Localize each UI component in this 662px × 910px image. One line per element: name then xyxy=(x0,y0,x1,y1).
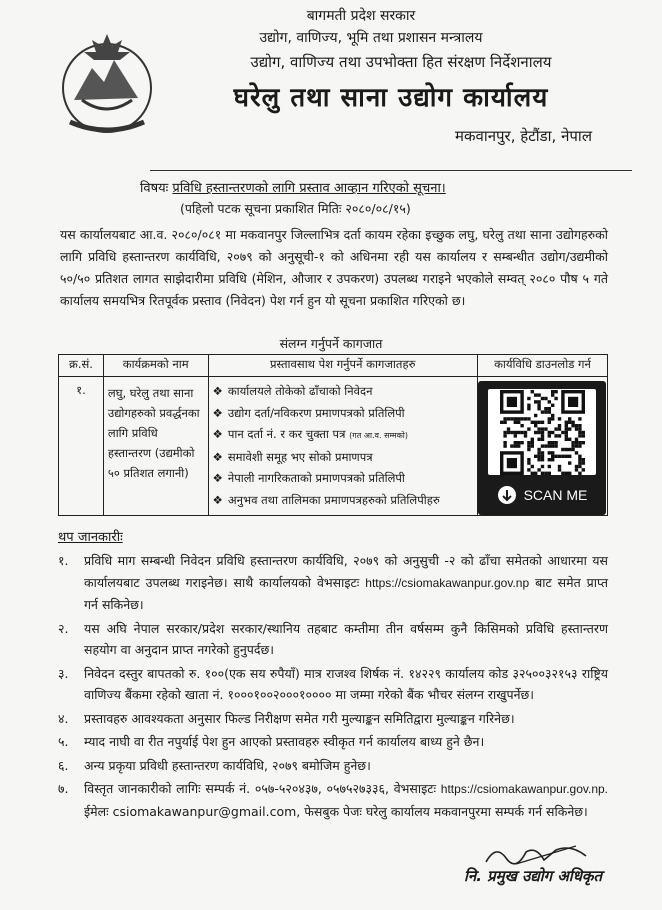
ministry-name: उद्योग, वाणिज्य, भूमि तथा प्रशासन मन्त्रालय xyxy=(259,30,483,46)
document-item: ❖ कार्यालयले तोकेको ढाँचाको निवेदन xyxy=(212,384,373,398)
table-header-row xyxy=(59,355,608,377)
signature-icon xyxy=(476,842,596,868)
serial-cell: १. xyxy=(59,377,104,516)
scan-me-label: SCAN ME xyxy=(478,483,606,507)
diamond-bullet-icon: ❖ xyxy=(212,405,223,420)
col-download: कार्यविधि डाउनलोड गर्न xyxy=(477,355,607,377)
document-item: ❖ पान दर्ता नं. र कर चुक्ता पत्र (गत आ.व. सम्मको) xyxy=(212,427,408,441)
program-cell: लघु, घरेलु तथा साना उद्योगहरुको प्रवर्द्धनका लागि प्रविधि हस्तान्तरण (उद्यमीको ५० प्रतिशत लगानी) xyxy=(103,377,208,516)
document-item: ❖ नेपाली नागरिकताको प्रमाणपत्रको प्रतिलिपी xyxy=(212,471,405,485)
list-item: १. प्रविधि माग सम्बन्धी निवेदन प्रविधि हस्तान्तरण कार्यविधि, २०७९ को अनुसुची -२ को ढाँचा समेतको आधारमा यस कार्यालयबाट उपलब्ध गराइनेछ। साथै कार्यालयको वेभसाइटः https://csiomakawanpur.gov.np बाट समेत प्राप्त गर्न सकिनेछ। xyxy=(58,553,608,612)
diamond-bullet-icon: ❖ xyxy=(212,492,223,507)
publication-date: (पहिलो पटक सूचना प्रकाशित मितिः २०८०/०८/१५) xyxy=(180,201,411,216)
subject-prefix: विषयः xyxy=(140,181,169,196)
documents-table xyxy=(58,354,608,516)
annex-title: संलग्न गर्नुपर्ने कागजात xyxy=(279,336,383,351)
more-info-title: थप जानकारीः xyxy=(58,530,123,545)
scan-arrow-icon xyxy=(498,486,516,504)
province-government: बागमती प्रदेश सरकार xyxy=(306,8,416,24)
website-link[interactable]: https://csiomakawanpur.gov.np xyxy=(365,575,530,590)
diamond-bullet-icon: ❖ xyxy=(212,427,223,441)
header-divider xyxy=(150,170,632,171)
list-item: २. यस अघि नेपाल सरकार/प्रदेश सरकार/स्थानिय तहबाट कम्तीमा तीन वर्षसम्म कुनै किसिमको प्रविधि हस्तान्तरण सहयोग वा अनुदान प्राप्त नगरेको हुनुपर्दछ। xyxy=(58,620,608,657)
list-item: ७. विस्तृत जानकारीको लागिः सम्पर्क नं. ०५७-५२०४३७, ०५७५२७३३६, वेभसाइटः https://csiomakawanpur.gov.np. ईमेलः csiomakawanpur@gmail.com, फेसबुक पेजः घरेलु कार्यालय मकवानपुरमा सम्पर्क गर्न सकिनेछ। xyxy=(58,781,608,819)
documents-cell xyxy=(208,377,477,516)
list-item: ४. प्रस्तावहरु आवश्यकता अनुसार फिल्ड निरीक्षण समेत गरी मुल्याङ्कन समितिद्वारा मुल्याङ्कन गरिनेछ। xyxy=(58,710,515,726)
document-item: ❖ समावेशी समूह भए सोको प्रमाणपत्र xyxy=(212,449,373,464)
table-row xyxy=(59,377,608,516)
subject-text: प्रविधि हस्तान्तरणको लागि प्रस्ताव आव्हान गरिएको सूचना। xyxy=(172,181,446,196)
notes-list xyxy=(58,550,608,824)
signer-title: नि. प्रमुख उद्योग अधिकृत xyxy=(464,867,602,885)
document-item: ❖ उद्योग दर्ता/नविकरण प्रमाणपत्रको प्रतिलिपी xyxy=(212,405,405,420)
diamond-bullet-icon: ❖ xyxy=(212,449,223,464)
website-link[interactable]: https://csiomakawanpur.gov.np. xyxy=(440,782,608,796)
col-serial: क्र.सं. xyxy=(59,355,104,377)
document-item: ❖ अनुभव तथा तालिमका प्रमाणपत्रहरुको प्रतिलिपीहरु xyxy=(213,490,473,512)
download-cell xyxy=(477,377,607,516)
intro-paragraph: यस कार्यालयबाट आ.व. २०८०/०८१ मा मकवानपुर जिल्लाभित्र दर्ता कायम रहेका इच्छुक लघु, घरेलु तथा साना उद्योगहरुको लागि प्रविधि हस्तान्तरण कार्यविधि, २०७९ को अनुसूची-१ को अधिनमा रही यस कार्यालय र सम्बन्धीत उद्योग/उद्यमीको ५०/५० प्रतिशत लागत साझेदारीमा प्रविधि (मेशिन, औजार र उपकरण) उपलब्ध गराइने भएकोले सम्वत् २०८० पौष ५ गते कार्यालय समयभित्र रितपूर्वक प्रस्ताव (निवेदन) पेश गर्न हुन यो सूचना प्रकाशित गरिएको छ। xyxy=(60,227,608,308)
tax-note: (गत आ.व. सम्मको) xyxy=(349,431,408,440)
list-item: ६. अन्य प्रकृया प्रविधी हस्तान्तरण कार्यविधि, २०७९ बमोजिम हुनेछ। xyxy=(58,757,371,773)
diamond-bullet-icon: ❖ xyxy=(212,384,223,398)
directorate-name: उद्योग, वाणिज्य तथा उपभोक्ता हित संरक्षण निर्देशनालय xyxy=(250,53,552,71)
col-documents: प्रस्तावसाथ पेश गर्नुपर्ने कागजातहरु xyxy=(208,355,477,377)
office-name: घरेलु तथा साना उद्योग कार्यालय xyxy=(233,83,549,113)
qr-code-icon xyxy=(488,389,596,475)
diamond-bullet-icon: ❖ xyxy=(212,471,223,485)
col-program: कार्यक्रमको नाम xyxy=(103,355,208,377)
notice-subject xyxy=(140,178,446,196)
qr-code-card[interactable] xyxy=(478,381,606,515)
list-item: ३. निवेदन दस्तुर बापतको रु. १००(एक सय रुपैयाँ) मात्र राजश्व शिर्षक नं. १४२२९ कार्यालय कोड ३२५००३२१५३ राष्ट्रिय वाणिज्य बैंकमा रहेको खाता नं. १०००१००२०००१०००० मा जम्मा गरेको बैंक भौचर संलग्न राखुपर्नेछ। xyxy=(58,665,608,702)
list-item: ५. म्याद नाघी वा रीत नपुर्याई पेश हुन आएको प्रस्तावहरु स्वीकृत गर्न कार्यालय बाध्य हुने छैन। xyxy=(58,734,485,749)
office-location: मकवानपुर, हेटौंडा, नेपाल xyxy=(455,127,592,145)
